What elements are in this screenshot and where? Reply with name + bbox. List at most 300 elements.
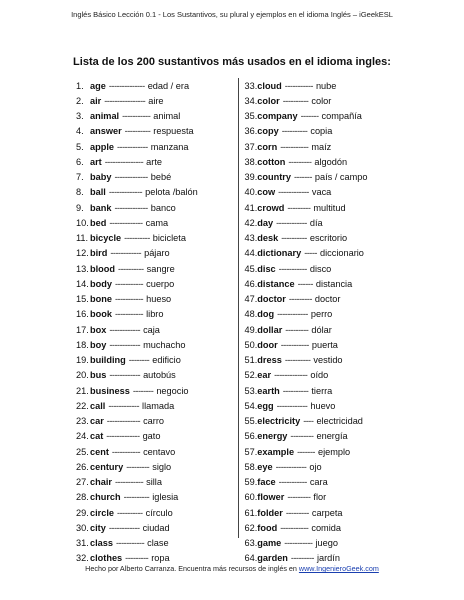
item-dashes: -----------: [116, 538, 145, 549]
list-item: [76, 109, 238, 124]
list-item: [245, 231, 407, 246]
item-number: 25.: [76, 446, 89, 457]
item-spanish-translation: ciudad: [142, 522, 170, 533]
item-dashes: --------: [128, 355, 150, 366]
item-dashes: -------------: [114, 202, 148, 213]
item-spanish-translation: comida: [311, 522, 341, 533]
item-dashes: ----------: [284, 355, 311, 366]
item-spanish-translation: clase: [147, 538, 169, 549]
item-number: 55.: [244, 416, 258, 427]
item-english-word: color: [257, 95, 280, 106]
item-dashes: ---------: [125, 553, 149, 564]
item-english-word: business: [90, 385, 130, 396]
item-dashes: -----------: [280, 522, 309, 533]
item-spanish-translation: disco: [309, 263, 332, 274]
item-english-word: city: [90, 522, 106, 533]
item-dashes: ----------: [117, 507, 143, 518]
item-english-word: dollar: [257, 324, 283, 335]
list-item: [76, 307, 238, 322]
item-number: 58.: [244, 461, 258, 472]
item-spanish-translation: perro: [310, 309, 333, 320]
item-number: 50.: [244, 339, 258, 350]
item-english-word: call: [90, 400, 106, 411]
item-number: 18.: [76, 339, 89, 350]
item-number: 31.: [76, 538, 89, 549]
item-english-word: egg: [257, 400, 274, 411]
item-dashes: -------: [293, 172, 312, 183]
item-number: 7.: [76, 172, 84, 183]
item-number: 52.: [244, 370, 258, 381]
item-spanish-translation: ejemplo: [317, 446, 351, 457]
item-spanish-translation: centavo: [143, 446, 176, 457]
item-dashes: ----------------: [104, 95, 146, 106]
item-number: 53.: [244, 385, 258, 396]
item-english-word: day: [257, 217, 274, 228]
item-spanish-translation: libro: [146, 309, 164, 320]
item-spanish-translation: caja: [143, 324, 160, 335]
item-english-word: game: [257, 538, 282, 549]
list-item: [76, 78, 238, 93]
item-dashes: -------------: [108, 187, 143, 198]
item-number: 35.: [244, 111, 258, 122]
item-spanish-translation: pelota /balón: [145, 187, 198, 198]
item-dashes: ----------: [281, 126, 308, 137]
item-dashes: -----------: [284, 80, 313, 91]
item-spanish-translation: copia: [310, 126, 333, 137]
item-number: 54.: [244, 400, 258, 411]
item-dashes: ------------: [109, 339, 141, 350]
item-english-word: food: [257, 522, 278, 533]
item-english-word: age: [90, 80, 106, 91]
item-dashes: ------: [297, 278, 313, 289]
item-spanish-translation: maíz: [311, 141, 332, 152]
item-english-word: animal: [90, 111, 120, 122]
item-number: 42.: [244, 217, 258, 228]
item-english-word: art: [90, 156, 102, 167]
item-dashes: -----------: [278, 477, 307, 488]
item-number: 1.: [76, 80, 84, 91]
item-number: 16.: [76, 309, 89, 320]
item-dashes: ---------: [126, 461, 150, 472]
noun-list-left-column: [76, 78, 239, 564]
item-spanish-translation: carro: [143, 416, 165, 427]
item-spanish-translation: electricidad: [316, 416, 363, 427]
item-number: 34.: [244, 95, 258, 106]
item-dashes: -------------: [274, 370, 308, 381]
item-spanish-translation: compañía: [321, 111, 362, 122]
item-english-word: bus: [90, 370, 107, 381]
item-english-word: example: [257, 446, 295, 457]
item-english-word: clothes: [90, 553, 123, 564]
item-dashes: ------------: [276, 400, 308, 411]
item-number: 4.: [76, 126, 84, 137]
list-item: [76, 520, 238, 535]
item-spanish-translation: doctor: [314, 294, 341, 305]
item-number: 28.: [76, 492, 89, 503]
item-spanish-translation: país / campo: [314, 172, 368, 183]
item-number: 3.: [76, 111, 84, 122]
list-item: [76, 444, 238, 459]
item-spanish-translation: diccionario: [320, 248, 364, 259]
item-dashes: -----------: [278, 263, 307, 274]
item-dashes: ------------: [108, 522, 140, 533]
item-dashes: ----------: [281, 233, 307, 244]
list-item: [245, 170, 407, 185]
item-english-word: cat: [90, 431, 104, 442]
item-english-word: century: [90, 461, 124, 472]
item-english-word: apple: [90, 141, 114, 152]
item-spanish-translation: ropa: [151, 553, 170, 564]
list-item: [245, 261, 407, 276]
item-dashes: ---------: [288, 294, 312, 305]
item-spanish-translation: hueso: [146, 294, 172, 305]
item-number: 61.: [244, 507, 258, 518]
item-spanish-translation: vestido: [313, 355, 343, 366]
item-number: 21.: [76, 385, 89, 396]
list-item: [76, 322, 238, 337]
list-item: [76, 368, 238, 383]
item-number: 19.: [76, 355, 89, 366]
list-item: [76, 215, 238, 230]
item-dashes: ---------------: [104, 156, 144, 167]
item-spanish-translation: bicicleta: [152, 233, 186, 244]
list-item: [245, 459, 407, 474]
list-item: [245, 398, 407, 413]
list-item: [245, 292, 407, 307]
item-dashes: ----------: [124, 233, 150, 244]
item-dashes: ---------: [288, 156, 312, 167]
list-item: [76, 231, 238, 246]
item-dashes: ---------: [287, 202, 311, 213]
list-item: [245, 444, 407, 459]
item-english-word: cent: [90, 446, 109, 457]
item-english-word: car: [90, 416, 104, 427]
item-dashes: ---------: [290, 553, 314, 564]
item-english-word: bone: [90, 294, 112, 305]
item-english-word: church: [90, 492, 121, 503]
item-spanish-translation: círculo: [145, 507, 173, 518]
item-number: 15.: [76, 294, 89, 305]
item-english-word: boy: [90, 339, 107, 350]
item-spanish-translation: animal: [153, 111, 181, 122]
item-english-word: air: [90, 95, 102, 106]
item-english-word: cloud: [257, 80, 282, 91]
list-item: [76, 276, 238, 291]
item-dashes: -----------: [111, 446, 141, 457]
item-spanish-translation: cuerpo: [146, 278, 175, 289]
list-item: [245, 353, 407, 368]
list-item: [76, 337, 238, 352]
list-item: [76, 292, 238, 307]
item-english-word: bicycle: [90, 233, 122, 244]
item-english-word: earth: [257, 385, 280, 396]
item-dashes: ----: [303, 416, 314, 427]
item-number: 63.: [244, 538, 258, 549]
item-dashes: -----------: [114, 278, 144, 289]
list-item: [76, 490, 238, 505]
page-header: Inglés Básico Lección 0.1 - Los Sustantivos, su plural y ejemplos en el idioma Inglés – iGeekESL: [71, 10, 393, 19]
item-number: 22.: [76, 400, 89, 411]
item-number: 27.: [76, 477, 89, 488]
item-number: 13.: [76, 263, 89, 274]
item-number: 41.: [244, 202, 258, 213]
item-dashes: -----------: [280, 339, 309, 350]
list-item: [76, 414, 238, 429]
item-spanish-translation: autobús: [143, 370, 176, 381]
item-dashes: ----------: [118, 263, 144, 274]
item-number: 45.: [244, 263, 258, 274]
item-dashes: ---------: [287, 492, 311, 503]
item-number: 44.: [244, 248, 258, 259]
item-number: 60.: [244, 492, 258, 503]
item-dashes: -----------: [114, 294, 144, 305]
page-footer: [0, 564, 464, 573]
item-number: 39.: [244, 172, 258, 183]
item-spanish-translation: carpeta: [311, 507, 343, 518]
item-spanish-translation: distancia: [315, 278, 353, 289]
list-item: [245, 78, 407, 93]
item-number: 56.: [244, 431, 258, 442]
item-english-word: cow: [257, 187, 276, 198]
item-english-word: door: [257, 339, 278, 350]
item-dashes: -----------: [114, 477, 144, 488]
item-english-word: folder: [257, 507, 283, 518]
item-english-word: cotton: [257, 156, 286, 167]
item-spanish-translation: edificio: [152, 355, 181, 366]
item-spanish-translation: escritorio: [309, 233, 348, 244]
footer-text: Hecho por Alberto Carranza. Encuentra más recursos de inglés en: [85, 564, 299, 573]
list-item: [76, 200, 238, 215]
item-spanish-translation: llamada: [142, 400, 175, 411]
item-dashes: ------------: [117, 141, 148, 152]
item-number: 47.: [244, 294, 258, 305]
item-dashes: -------------: [106, 416, 141, 427]
item-spanish-translation: oído: [310, 370, 329, 381]
noun-list: [76, 78, 406, 564]
item-spanish-translation: algodón: [314, 156, 348, 167]
item-english-word: energy: [257, 431, 288, 442]
list-item: [245, 490, 407, 505]
item-number: 40.: [244, 187, 258, 198]
item-english-word: electricity: [257, 416, 301, 427]
item-dashes: ------------: [277, 309, 308, 320]
item-spanish-translation: nube: [315, 80, 337, 91]
item-spanish-translation: color: [311, 95, 332, 106]
item-english-word: answer: [90, 126, 122, 137]
item-spanish-translation: energía: [316, 431, 348, 442]
item-spanish-translation: arte: [146, 156, 162, 167]
item-dashes: ----------: [123, 492, 150, 503]
item-dashes: -----------: [280, 141, 309, 152]
list-item: [245, 307, 407, 322]
item-spanish-translation: bebé: [150, 172, 172, 183]
list-item: [245, 520, 407, 535]
item-spanish-translation: muchacho: [143, 339, 186, 350]
item-number: 10.: [76, 217, 89, 228]
item-dashes: ---------: [290, 431, 314, 442]
list-item: [76, 353, 238, 368]
item-english-word: building: [90, 355, 126, 366]
list-item: [245, 124, 407, 139]
item-spanish-translation: manzana: [150, 141, 189, 152]
item-number: 9.: [76, 202, 84, 213]
item-dashes: ------------: [109, 324, 141, 335]
list-item: [245, 185, 407, 200]
item-english-word: chair: [90, 477, 112, 488]
list-item: [245, 337, 407, 352]
list-item: [245, 154, 407, 169]
list-item: [76, 398, 238, 413]
item-number: 11.: [76, 233, 89, 244]
item-spanish-translation: respuesta: [153, 126, 194, 137]
item-number: 36.: [244, 126, 258, 137]
list-item: [245, 429, 407, 444]
list-item: [245, 109, 407, 124]
list-item: [245, 536, 407, 551]
item-number: 30.: [76, 522, 89, 533]
item-dashes: -----: [304, 248, 317, 259]
item-spanish-translation: iglesia: [152, 492, 179, 503]
item-english-word: dog: [257, 309, 275, 320]
item-english-word: box: [90, 324, 107, 335]
item-number: 33.: [244, 80, 258, 91]
list-item: [76, 139, 238, 154]
item-english-word: distance: [257, 278, 295, 289]
item-english-word: copy: [257, 126, 279, 137]
item-spanish-translation: jardín: [316, 553, 340, 564]
item-number: 38.: [244, 156, 258, 167]
item-english-word: country: [257, 172, 291, 183]
noun-list-right-column: [239, 78, 407, 564]
item-dashes: -------: [300, 111, 319, 122]
item-number: 43.: [244, 233, 258, 244]
item-english-word: doctor: [257, 294, 286, 305]
item-spanish-translation: siglo: [152, 461, 172, 472]
item-english-word: ball: [90, 187, 106, 198]
list-item: [76, 124, 238, 139]
item-spanish-translation: tierra: [311, 385, 333, 396]
item-number: 64.: [244, 553, 258, 564]
item-english-word: crowd: [257, 202, 285, 213]
item-spanish-translation: juego: [315, 538, 338, 549]
list-item: [245, 368, 407, 383]
item-spanish-translation: gato: [142, 431, 161, 442]
list-item: [76, 185, 238, 200]
list-item: [76, 246, 238, 261]
item-spanish-translation: dólar: [311, 324, 332, 335]
list-item: [76, 459, 238, 474]
list-item: [245, 322, 407, 337]
item-dashes: --------------: [108, 80, 145, 91]
item-dashes: -------------: [109, 217, 143, 228]
item-spanish-translation: puerta: [311, 339, 338, 350]
item-number: 37.: [244, 141, 258, 152]
item-spanish-translation: negocio: [156, 385, 189, 396]
item-number: 57.: [244, 446, 258, 457]
item-spanish-translation: día: [309, 217, 323, 228]
list-item: [245, 505, 407, 520]
item-dashes: -----------: [114, 309, 144, 320]
list-item: [245, 414, 407, 429]
list-item: [245, 139, 407, 154]
item-dashes: ----------: [282, 95, 309, 106]
item-english-word: class: [90, 538, 113, 549]
list-item: [245, 200, 407, 215]
item-spanish-translation: vaca: [311, 187, 332, 198]
item-spanish-translation: multitud: [313, 202, 346, 213]
item-english-word: blood: [90, 263, 116, 274]
item-number: 62.: [244, 522, 258, 533]
item-english-word: flower: [257, 492, 285, 503]
list-item: [245, 276, 407, 291]
item-dashes: ---------: [285, 507, 309, 518]
list-item: [76, 170, 238, 185]
list-item: [245, 475, 407, 490]
item-english-word: baby: [90, 172, 112, 183]
item-dashes: --------: [132, 385, 154, 396]
list-item: [76, 429, 238, 444]
item-dashes: -----------: [122, 111, 151, 122]
item-number: 6.: [76, 156, 84, 167]
item-number: 23.: [76, 416, 89, 427]
item-spanish-translation: pájaro: [144, 248, 170, 259]
item-spanish-translation: banco: [150, 202, 176, 213]
item-spanish-translation: silla: [146, 477, 162, 488]
list-item: [76, 383, 238, 398]
item-spanish-translation: edad / era: [147, 80, 190, 91]
list-item: [76, 93, 238, 108]
item-number: 2.: [76, 95, 84, 106]
list-item: [245, 246, 407, 261]
footer-link[interactable]: www.IngenieroGeek.com: [298, 564, 379, 573]
list-item: [245, 383, 407, 398]
list-item: [76, 261, 238, 276]
item-number: 59.: [244, 477, 258, 488]
item-dashes: ------------: [276, 217, 307, 228]
item-dashes: -------------: [114, 172, 148, 183]
list-item: [76, 505, 238, 520]
item-english-word: bed: [90, 217, 107, 228]
item-dashes: ------------: [108, 400, 140, 411]
item-number: 29.: [76, 507, 89, 518]
item-spanish-translation: ojo: [309, 461, 322, 472]
item-spanish-translation: flor: [313, 492, 327, 503]
item-number: 14.: [76, 278, 89, 289]
item-number: 48.: [244, 309, 258, 320]
item-dashes: ------------: [278, 187, 309, 198]
item-english-word: ear: [257, 370, 272, 381]
item-dashes: ----------: [282, 385, 309, 396]
item-number: 8.: [76, 187, 84, 198]
item-number: 12.: [76, 248, 89, 259]
item-dashes: ---------: [285, 324, 309, 335]
item-english-word: bank: [90, 202, 112, 213]
item-number: 5.: [76, 141, 84, 152]
item-english-word: book: [90, 309, 112, 320]
item-english-word: bird: [90, 248, 108, 259]
item-number: 32.: [76, 553, 89, 564]
item-english-word: disc: [257, 263, 276, 274]
list-item: [245, 215, 407, 230]
item-english-word: dress: [257, 355, 282, 366]
list-item: [76, 536, 238, 551]
item-spanish-translation: huevo: [310, 400, 336, 411]
list-item: [245, 93, 407, 108]
item-spanish-translation: sangre: [146, 263, 175, 274]
item-number: 49.: [244, 324, 258, 335]
item-english-word: garden: [257, 553, 288, 564]
item-dashes: -----------: [284, 538, 313, 549]
